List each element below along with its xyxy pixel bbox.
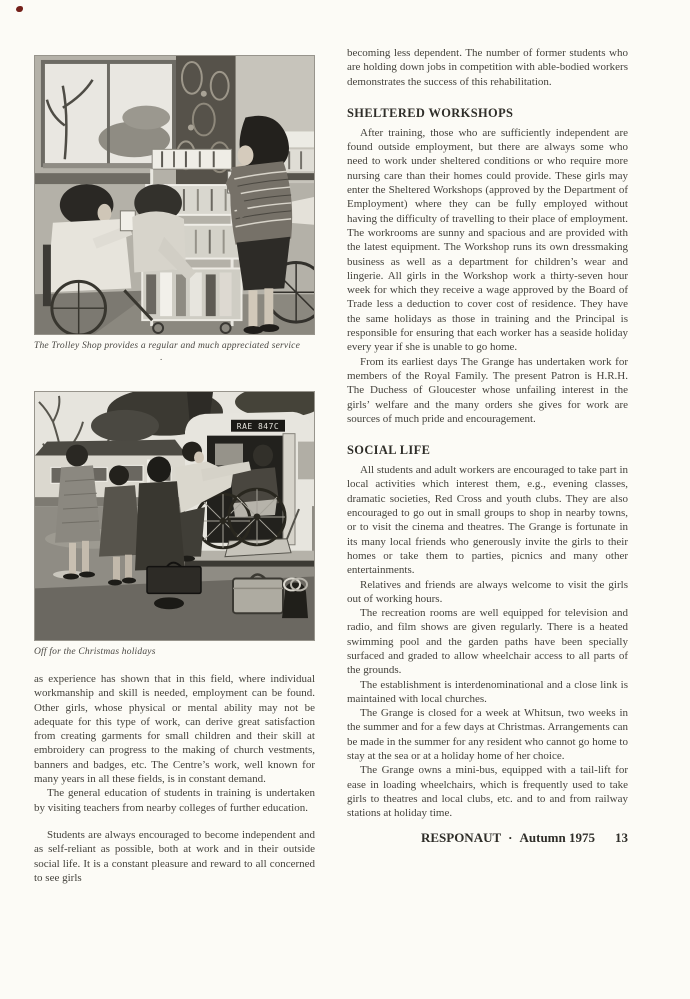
section-paragraph: After training, those who are sufficiently independent are found outside employment, but there are always some who need to work under sheltered conditions or who require more nursing care than their homes could provide. These girls may enter the Sheltered Workshops (approved by the Department of Employment) where they can be fully employed without having the difficulty of travelling to their place of employment. The workrooms are sunny and spacious and are provided with the latest equipment. The Workshop runs its own dressmaking business as well as a department for children’s wear and lingerie. All girls in the Workshop work a thirty-seven hour week for which they receive a wage approved by the Board of Trade less a deduction to cover cost of residence. They have the same holidays as those in training and the Principal is responsible for ensuring that each worker has a seaside holiday every year if she is unable to go home. — [347, 126, 628, 354]
section-paragraph: Relatives and friends are always welcome to visit the girls out of working hours. — [347, 578, 628, 605]
section-paragraph: The establishment is interdenominational and a close link is maintained with local churches. — [347, 678, 628, 705]
photo2-caption: Off for the Christmas holidays — [34, 647, 156, 657]
section-heading-social-life: SOCIAL LIFE — [347, 443, 431, 458]
left-paragraph: as experience has shown that in this field, where individual workmanship and skill is needed, employment can be found. Other girls, whose physical or mental ability may not be adequate for this type of work, can derive great satisfaction from creating garments for small children and their skill at embroidery can progress to the making of church vestments, banners and badges, etc. The Centre’s work, well known for many years in all these fields, is in constant demand. — [34, 673, 315, 786]
photo-trolley-shop-illustration — [35, 56, 314, 334]
photo-trolley-shop — [34, 55, 315, 335]
journal-title: RESPONAUT — [420, 829, 502, 845]
section-paragraph: The Grange is closed for a week at Whitsun, two weeks in the summer and for a few days at Christmas. Arrangements can be made in the summer for any resident who cannot go home to stay at the sea or at a holiday home of her choice. — [347, 707, 628, 763]
red-ink-speck — [16, 6, 23, 12]
section-paragraph: All students and adult workers are encouraged to take part in local activities which interest them, e.g., evening classes, dramatic societies, Red Cross and youth clubs. They are also encouraged to go out in small groups to shop in nearby towns, or to visit the cinema and theatres. The Grange is fortunate in its many local friends who generously invite the girls to their homes or take them to parties, picnics and many other entertainments. — [347, 464, 628, 577]
section-paragraph: The Grange owns a mini-bus, equipped with a tail-lift for ease in loading wheelchairs, which is frequently used to take girls to theatres and local clubs, etc. and to and from railway stations at holiday time. — [347, 764, 628, 820]
page-footer — [347, 830, 628, 846]
left-paragraph: Students are always encouraged to become independent and as self-reliant as possible, both at work and in their outside social life. It is a constant pleasure and reward to all concerned to see girls — [34, 828, 315, 884]
photo1-caption: The Trolley Shop provides a regular and much appreciated service — [34, 341, 301, 351]
page-number: 13 — [615, 829, 628, 845]
continuation-paragraph: becoming less dependent. The number of former students who are holding down jobs in competition with able-bodied workers demonstrates the success of this rehabilitation. — [347, 47, 628, 88]
section-paragraph: The recreation rooms are well equipped for television and radio, and film shows are given regularly. There is a heated swimming pool and the garden paths have been specially surfaced and graded to allow wheelchair access to all parts of the grounds. — [347, 607, 628, 677]
right-column — [347, 46, 628, 846]
photo-christmas-minibus — [34, 391, 315, 641]
photo-minibus-illustration — [35, 392, 314, 640]
photo1-caption-mark: . — [160, 352, 163, 362]
issue-label: Autumn 1975 — [519, 829, 595, 845]
left-paragraph: The general education of students in training is undertaken by visiting teachers from nearby colleges of further education. — [34, 787, 315, 814]
left-column — [34, 55, 315, 885]
suitcase — [233, 578, 283, 613]
bus-plate-text: RAE 847C — [236, 422, 280, 432]
section-paragraph: From its earliest days The Grange has undertaken work for members of the Royal Family. The present Patron is H.R.H. The Duchess of Gloucester whose unfailing interest in the girls’ welfare and the many orders she gives for work are sources of much pride and encouragement. — [347, 355, 628, 425]
section-heading-sheltered-workshops: SHELTERED WORKSHOPS — [347, 105, 514, 120]
footer-separator: · — [508, 829, 513, 845]
